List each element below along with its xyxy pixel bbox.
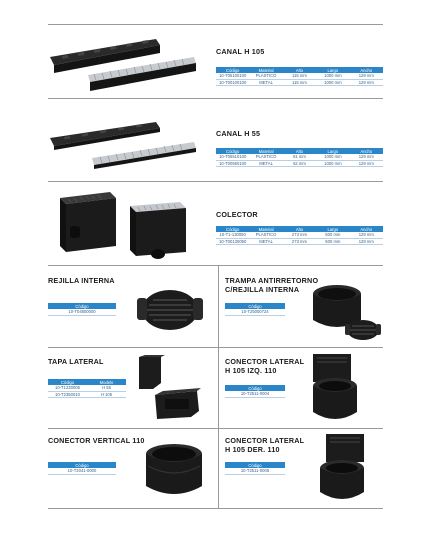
table-row	[216, 238, 383, 245]
cell: 10-T2511-0005	[225, 468, 285, 474]
cell: H 105	[87, 391, 126, 398]
trampa-image	[305, 280, 385, 345]
cell: 10-T00100100	[216, 79, 249, 86]
col-codigo: Código	[216, 148, 249, 154]
trampa-spec-table	[225, 303, 285, 316]
cell: 129 mm	[350, 238, 383, 245]
section-rule-5	[48, 428, 383, 429]
cell: METAL	[249, 160, 282, 167]
trampa-title-line2: C/REJILLA INTERNA	[225, 285, 300, 294]
col-alto: Alto	[283, 226, 316, 232]
col-alto: Alto	[283, 67, 316, 73]
col-codigo: Código	[216, 67, 249, 73]
table-row	[225, 309, 285, 315]
cell: 10-T00130050	[216, 238, 249, 245]
section-rule-3	[48, 265, 383, 266]
col-modelo: Modelo	[87, 379, 126, 385]
col-codigo: Código	[225, 303, 285, 309]
conector-izq-title-line2: H 105 IZQ. 110	[225, 366, 277, 375]
cell: 10-T00550100	[216, 160, 249, 167]
column-divider	[218, 265, 219, 508]
col-codigo: Código	[48, 379, 87, 385]
rejilla-interna-image	[135, 282, 205, 334]
cell: METAL	[249, 238, 282, 245]
col-codigo: Código	[48, 303, 116, 309]
cell: 10-T04800000	[48, 309, 116, 315]
rejilla-interna-title: REJILLA INTERNA	[48, 276, 115, 285]
canal-h105-image	[48, 35, 198, 95]
tapa-lateral-spec-table	[48, 379, 126, 398]
cell: 10-T05510100	[216, 154, 249, 160]
cell: H 55	[87, 385, 126, 391]
col-material: Material	[249, 148, 282, 154]
cell: 129 mm	[350, 79, 383, 86]
colector-image	[58, 190, 193, 265]
cell: PLASTICO	[249, 232, 282, 238]
conector-vertical-title: CONECTOR VERTICAL 110	[48, 436, 145, 445]
colector-spec-table	[216, 226, 383, 245]
cell: 1000 mm	[316, 154, 349, 160]
tapa-lateral-title: TAPA LATERAL	[48, 357, 104, 366]
conector-vertical-image	[140, 440, 210, 502]
canal-h55-spec-table	[216, 148, 383, 167]
cell: 129 mm	[350, 160, 383, 167]
cell: 500 mm	[316, 238, 349, 245]
cell: 129 mm	[350, 73, 383, 79]
cell: 129 mm	[350, 154, 383, 160]
cell: 10-T2511-0004	[225, 391, 285, 397]
col-largo: Largo	[316, 67, 349, 73]
cell: 10-T25000724	[225, 309, 285, 315]
col-ancho: Ancho	[350, 67, 383, 73]
table-row	[216, 160, 383, 167]
canal-h55-title: CANAL H 55	[216, 129, 261, 138]
cell: 1000 mm	[316, 160, 349, 167]
cell: METAL	[249, 79, 282, 86]
bottom-rule	[48, 508, 383, 509]
top-rule	[48, 24, 383, 25]
trampa-title-line1: TRAMPA ANTIRRETORNO	[225, 276, 319, 285]
cell: 115 mm	[283, 79, 316, 86]
col-ancho: Ancho	[350, 148, 383, 154]
col-ancho: Ancho	[350, 226, 383, 232]
canal-h105-spec-table	[216, 67, 383, 86]
cell: 10-T2041-0000	[48, 468, 116, 474]
conector-der-title-line2: H 105 DER. 110	[225, 445, 280, 454]
table-row	[225, 468, 285, 474]
section-rule-1	[48, 98, 383, 99]
section-rule-2	[48, 181, 383, 182]
col-codigo: Código	[216, 226, 249, 232]
table-row	[48, 468, 116, 474]
conector-der-spec-table	[225, 462, 285, 475]
cell: 10-T05100100	[216, 73, 249, 79]
table-row	[48, 309, 116, 315]
tapa-lateral-image	[135, 355, 205, 420]
conector-der-title-line1: CONECTOR LATERAL	[225, 436, 305, 445]
col-largo: Largo	[316, 148, 349, 154]
conector-izq-title-line1: CONECTOR LATERAL	[225, 357, 305, 366]
cell: 1000 mm	[316, 79, 349, 86]
cell: 500 mm	[316, 232, 349, 238]
col-material: Material	[249, 67, 282, 73]
col-material: Material	[249, 226, 282, 232]
col-codigo: Código	[225, 385, 285, 391]
table-row	[216, 79, 383, 86]
cell: 10-T1230005	[48, 385, 87, 391]
table-row	[225, 391, 285, 397]
rejilla-interna-spec-table	[48, 303, 116, 316]
col-codigo: Código	[225, 462, 285, 468]
section-rule-4	[48, 347, 383, 348]
conector-vertical-spec-table	[48, 462, 116, 475]
cell: 129 mm	[350, 232, 383, 238]
table-row	[48, 391, 126, 398]
conector-izq-spec-table	[225, 385, 285, 398]
col-alto: Alto	[283, 148, 316, 154]
col-largo: Largo	[316, 226, 349, 232]
cell: PLASTICO	[249, 154, 282, 160]
cell: 10-T1-130050	[216, 232, 249, 238]
cell: 273 mm	[283, 238, 316, 245]
colector-title: COLECTOR	[216, 210, 258, 219]
canal-h105-title: CANAL H 105	[216, 47, 265, 56]
col-codigo: Código	[48, 462, 116, 468]
cell: 61 mm	[283, 154, 316, 160]
conector-der-image	[312, 432, 382, 507]
cell: 273 mm	[283, 232, 316, 238]
conector-izq-image	[307, 352, 377, 427]
cell: 62 mm	[283, 160, 316, 167]
cell: 1000 mm	[316, 73, 349, 79]
canal-h55-image	[48, 118, 198, 178]
cell: 115 mm	[283, 73, 316, 79]
cell: 10-T2350010	[48, 391, 87, 398]
cell: PLASTICO	[249, 73, 282, 79]
